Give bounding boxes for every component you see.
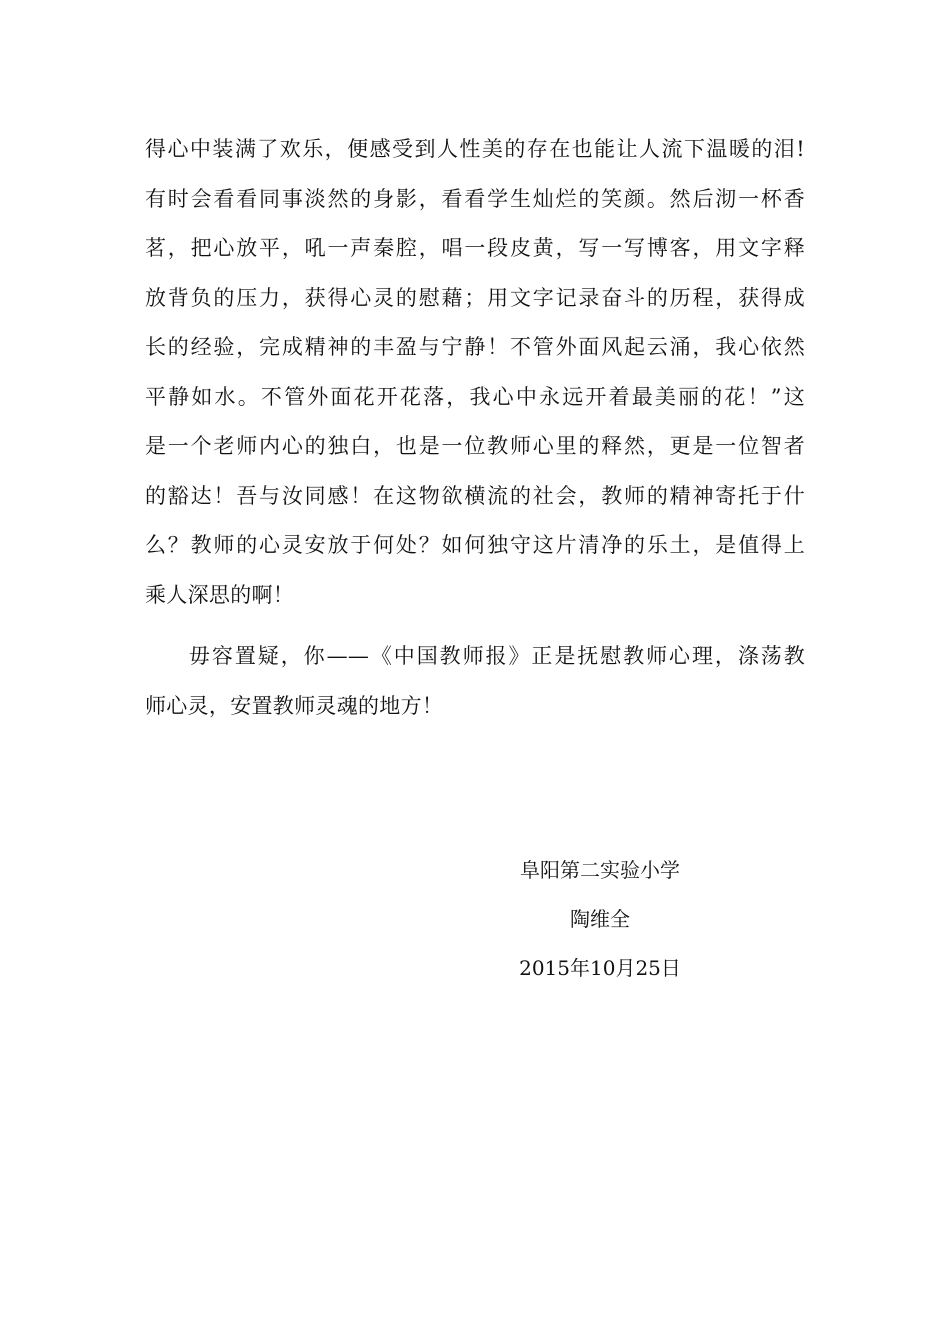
- text-line: 得心中装满了欢乐，便感受到人性美的存在也能让人流下温暖的泪!: [145, 137, 805, 161]
- text-line: 毋容置疑，你——《中国教师报》正是抚慰教师心理，涤荡教: [189, 644, 805, 668]
- signature-author: 陶维全: [570, 907, 630, 931]
- signature-date: 2015年10月25日: [519, 956, 681, 980]
- text-line: 平静如水。不管外面花开花落，我心中永远开着最美丽的花！”这: [145, 384, 805, 409]
- text-line: 么？教师的心灵安放于何处？如何独守这片清净的乐土，是值得上: [145, 533, 805, 557]
- text-line: 有时会看看同事淡然的身影，看看学生灿烂的笑颜。然后沏一杯香: [145, 186, 805, 211]
- signature-school: 阜阳第二实验小学: [520, 858, 680, 882]
- text-line: 长的经验，完成精神的丰盈与宁静！不管外面风起云涌，我心依然: [145, 335, 805, 359]
- letter-body: [145, 132, 805, 738]
- paragraph-2: [145, 639, 805, 738]
- text-line: 乘人深思的啊！: [145, 582, 295, 607]
- text-line: 茗，把心放平，吼一声秦腔，唱一段皮黄，写一写博客，用文字释: [145, 236, 805, 260]
- text-line: 的豁达！吾与汝同感！在这物欲横流的社会，教师的精神寄托于什: [145, 483, 805, 508]
- paragraph-spacer: [145, 627, 805, 639]
- text-line: 放背负的压力，获得心灵的慰藉；用文字记录奋斗的历程，获得成: [145, 285, 805, 310]
- signature-block: [490, 852, 710, 999]
- text-line: 是一个老师内心的独白，也是一位教师心里的释然，更是一位智者: [145, 434, 805, 458]
- text-line: 师心灵，安置教师灵魂的地方！: [145, 693, 444, 718]
- paragraph-1: [145, 132, 805, 627]
